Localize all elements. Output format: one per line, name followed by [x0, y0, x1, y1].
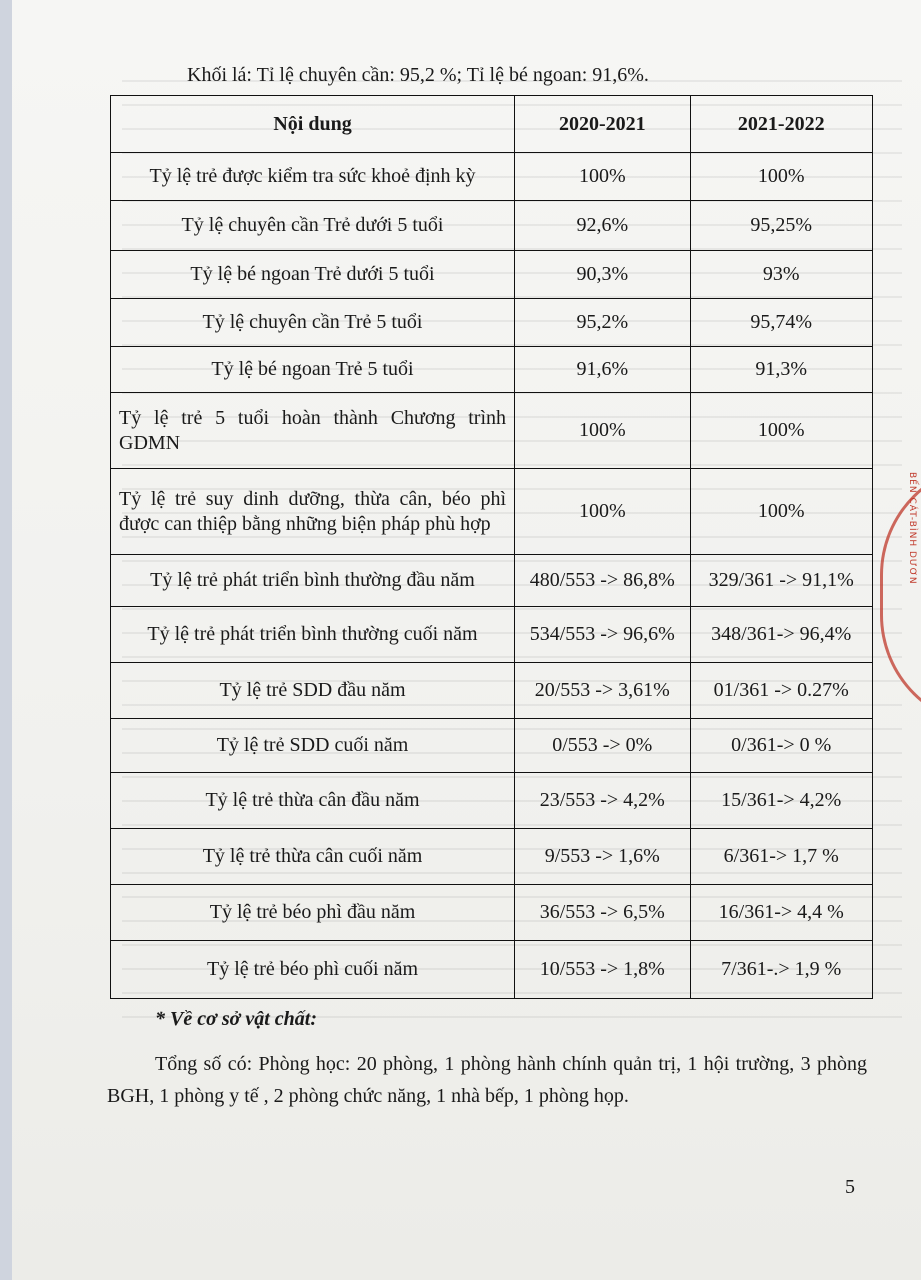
- value-2020-2021: 10/553 -> 1,8%: [515, 941, 690, 999]
- value-2020-2021: 23/553 -> 4,2%: [515, 773, 690, 829]
- value-2021-2022: 100%: [690, 153, 872, 201]
- row-label: Tỷ lệ trẻ béo phì cuối năm: [111, 941, 515, 999]
- value-2021-2022: 95,74%: [690, 299, 872, 347]
- row-label: Tỷ lệ trẻ béo phì đầu năm: [111, 885, 515, 941]
- header-2021-2022: 2021-2022: [690, 96, 872, 153]
- value-2021-2022: 15/361-> 4,2%: [690, 773, 872, 829]
- table-row: [111, 201, 873, 251]
- page-number: 5: [845, 1176, 855, 1198]
- value-2021-2022: 95,25%: [690, 201, 872, 251]
- section-title-facilities: * Về cơ sở vật chất:: [155, 1008, 317, 1030]
- value-2021-2022: 100%: [690, 393, 872, 469]
- row-label: Tỷ lệ trẻ thừa cân đầu năm: [111, 773, 515, 829]
- row-label: Tỷ lệ bé ngoan Trẻ 5 tuổi: [111, 347, 515, 393]
- table-row: [111, 299, 873, 347]
- table-row: [111, 153, 873, 201]
- table-row: [111, 663, 873, 719]
- value-2020-2021: 534/553 -> 96,6%: [515, 607, 690, 663]
- table-row: [111, 469, 873, 555]
- table-row: [111, 347, 873, 393]
- value-2020-2021: 0/553 -> 0%: [515, 719, 690, 773]
- value-2020-2021: 20/553 -> 3,61%: [515, 663, 690, 719]
- table-row: [111, 773, 873, 829]
- table-row: [111, 829, 873, 885]
- value-2020-2021: 92,6%: [515, 201, 690, 251]
- value-2020-2021: 100%: [515, 393, 690, 469]
- row-label: Tỷ lệ trẻ SDD cuối năm: [111, 719, 515, 773]
- table-row: [111, 885, 873, 941]
- header-2020-2021: 2020-2021: [515, 96, 690, 153]
- value-2021-2022: 7/361-.> 1,9 %: [690, 941, 872, 999]
- value-2020-2021: 91,6%: [515, 347, 690, 393]
- row-label: Tỷ lệ chuyên cần Trẻ 5 tuổi: [111, 299, 515, 347]
- value-2021-2022: 16/361-> 4,4 %: [690, 885, 872, 941]
- table-row: [111, 555, 873, 607]
- row-label: Tỷ lệ trẻ phát triển bình thường cuối năm: [111, 607, 515, 663]
- row-label: Tỷ lệ trẻ SDD đầu năm: [111, 663, 515, 719]
- table-row: [111, 251, 873, 299]
- value-2020-2021: 90,3%: [515, 251, 690, 299]
- row-label: Tỷ lệ trẻ phát triển bình thường đầu năm: [111, 555, 515, 607]
- statistics-table: [110, 95, 873, 999]
- value-2021-2022: 93%: [690, 251, 872, 299]
- intro-line: Khối lá: Tỉ lệ chuyên cần: 95,2 %; Tỉ lệ bé ngoan: 91,6%.: [187, 64, 649, 86]
- table-header-row: [111, 96, 873, 153]
- value-2021-2022: 6/361-> 1,7 %: [690, 829, 872, 885]
- value-2021-2022: 91,3%: [690, 347, 872, 393]
- row-label: Tỷ lệ trẻ được kiểm tra sức khoẻ định kỳ: [111, 153, 515, 201]
- value-2020-2021: 36/553 -> 6,5%: [515, 885, 690, 941]
- table-row: [111, 941, 873, 999]
- value-2021-2022: 100%: [690, 469, 872, 555]
- table-row: [111, 719, 873, 773]
- document-page: [12, 0, 921, 1280]
- value-2021-2022: 0/361-> 0 %: [690, 719, 872, 773]
- header-content: Nội dung: [111, 96, 515, 153]
- value-2021-2022: 329/361 -> 91,1%: [690, 555, 872, 607]
- value-2020-2021: 100%: [515, 469, 690, 555]
- table-row: [111, 607, 873, 663]
- table-row: [111, 393, 873, 469]
- value-2020-2021: 9/553 -> 1,6%: [515, 829, 690, 885]
- value-2020-2021: 480/553 -> 86,8%: [515, 555, 690, 607]
- value-2020-2021: 95,2%: [515, 299, 690, 347]
- row-label: Tỷ lệ trẻ thừa cân cuối năm: [111, 829, 515, 885]
- row-label: Tỷ lệ trẻ 5 tuổi hoàn thành Chương trình GDMN: [111, 393, 515, 469]
- row-label: Tỷ lệ bé ngoan Trẻ dưới 5 tuổi: [111, 251, 515, 299]
- value-2020-2021: 100%: [515, 153, 690, 201]
- facilities-paragraph: Tổng số có: Phòng học: 20 phòng, 1 phòng hành chính quản trị, 1 hội trường, 3 phòng BGH, 1 phòng y tế , 2 phòng chức năng, 1 nhà bếp, 1 phòng họp.: [107, 1053, 867, 1107]
- row-label: Tỷ lệ chuyên cần Trẻ dưới 5 tuổi: [111, 201, 515, 251]
- value-2021-2022: 01/361 -> 0.27%: [690, 663, 872, 719]
- stamp-text: BẾN CÁT-BÌNH DƯƠN: [907, 472, 917, 585]
- value-2021-2022: 348/361-> 96,4%: [690, 607, 872, 663]
- row-label: Tỷ lệ trẻ suy dinh dưỡng, thừa cân, béo phì được can thiệp bằng những biện pháp phù hợp: [111, 469, 515, 555]
